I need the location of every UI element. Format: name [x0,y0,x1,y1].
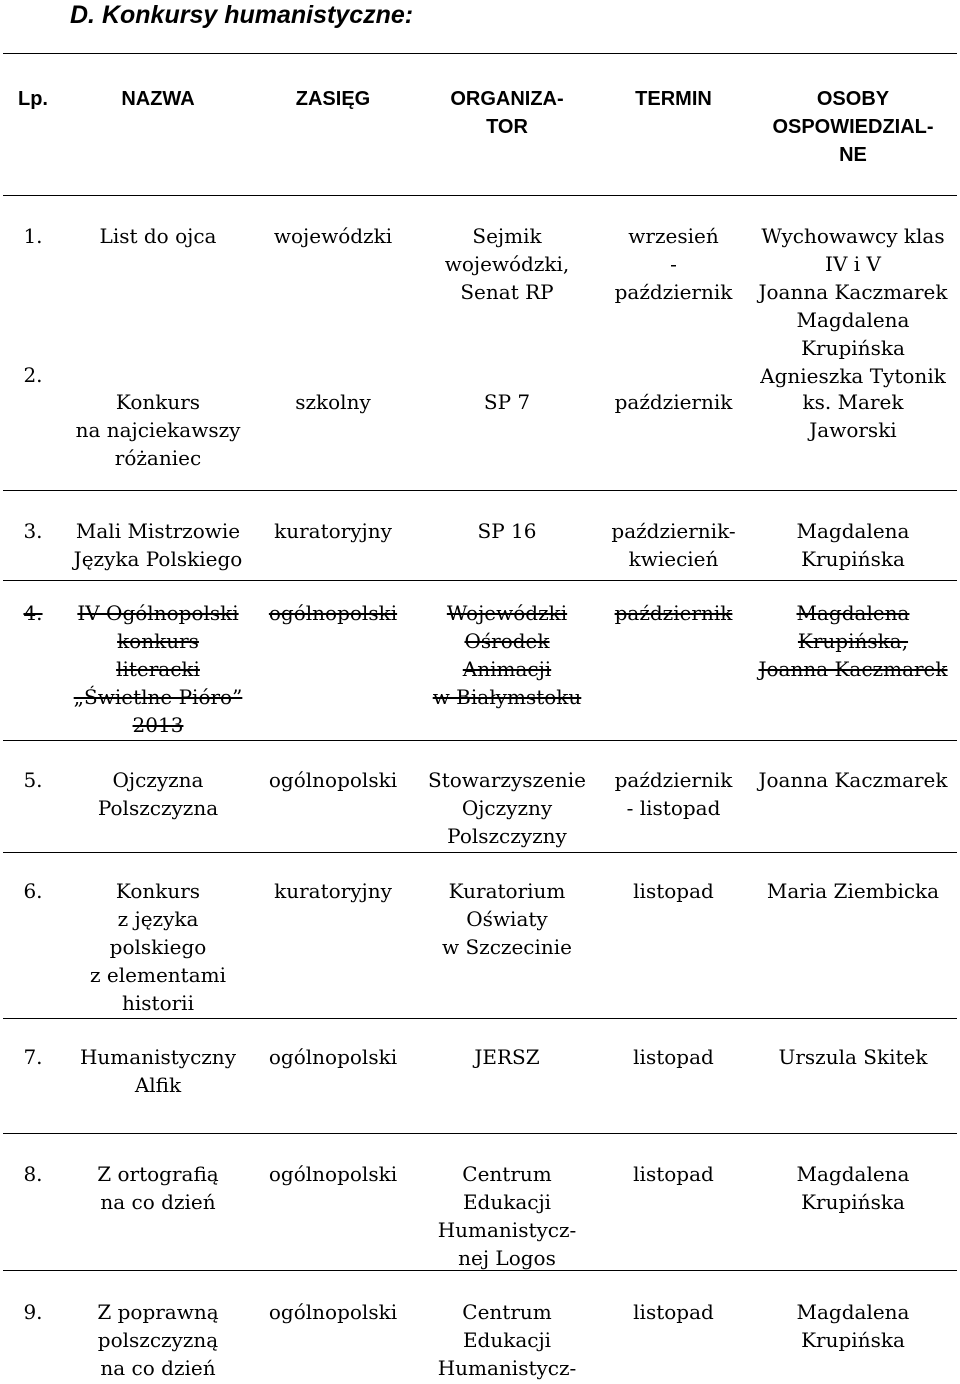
row-osoby [746,599,960,683]
row-lp [3,1160,63,1188]
row-nazwa-line: List do ojca [99,224,217,248]
row-osoby-line: Wychowawcy klas [761,224,945,248]
row-osoby [746,517,960,573]
row-termin-line: październik- [611,519,736,543]
row-nazwa-line: „Świetlne Pióro” [73,685,243,709]
header-organizator-line: TOR [486,116,528,138]
row-osoby-line: Krupińska [801,1190,905,1214]
row-organizator-line: Centrum [462,1162,552,1186]
row-nazwa [63,877,253,1017]
row-termin [601,517,746,573]
header-lp [3,85,63,113]
table-rule [3,852,957,853]
header-termin [601,85,746,113]
row-zasieg-line: ogólnopolski [268,601,398,625]
row-osoby-line: Magdalena [796,519,910,543]
row-termin-line: październik [614,390,733,414]
row-zasieg [253,1160,413,1188]
row-lp [3,517,63,545]
table-rule [3,580,957,581]
row-zasieg-line: ogólnopolski [268,1300,398,1324]
row-nazwa-line: na najciekawszy [75,418,241,442]
row-nazwa [63,222,253,250]
row-zasieg-line: kuratoryjny [274,519,392,543]
row-zasieg-line: kuratoryjny [274,879,392,903]
row-osoby-line: Krupińska [801,336,905,360]
row-lp-line: 2. [23,363,43,387]
row-lp-line: 1. [23,224,43,248]
row-lp-line: 9. [23,1300,43,1324]
row-termin-line: październik [614,768,733,792]
row-nazwa [63,599,253,739]
row-lp-line: 8. [23,1162,43,1186]
row-osoby-line: Jaworski [809,418,897,442]
row-termin [601,766,746,822]
row-lp-line: 6. [23,879,43,903]
row-organizator-line: w Szczecinie [442,935,572,959]
row-lp [3,766,63,794]
row-osoby-line: Joanna Kaczmarek [758,280,948,304]
header-zasieg-line: ZASIĘG [295,88,371,110]
row-lp [3,877,63,905]
row-nazwa [63,1043,253,1099]
row-organizator-line: Humanistycz- [437,1218,577,1242]
row-zasieg-line: ogólnopolski [268,1045,398,1069]
header-nazwa [63,85,253,113]
row-zasieg [253,388,413,416]
row-nazwa [63,388,253,472]
row-termin-line: listopad [633,1045,714,1069]
row-osoby [746,222,960,390]
table-rule [3,490,957,491]
row-lp [3,599,63,627]
row-termin-line: - [670,252,677,276]
row-termin [601,222,746,306]
row-nazwa [63,1298,253,1382]
row-organizator-line: JERSZ [474,1045,540,1069]
row-nazwa-line: Humanistyczny [79,1045,236,1069]
row-lp [3,361,63,389]
row-zasieg-line: szkolny [295,390,371,414]
row-zasieg [253,599,413,627]
row-osoby [746,877,960,905]
row-termin-line: listopad [633,1300,714,1324]
row-organizator [413,599,601,711]
row-zasieg [253,1043,413,1071]
row-lp-line: 7. [23,1045,43,1069]
table-rule [3,1018,957,1019]
section-title: D. Konkursy humanistyczne: [70,1,414,29]
row-osoby [746,766,960,794]
row-organizator [413,222,601,306]
row-nazwa-line: IV Ogólnopolski [77,601,239,625]
row-lp-line: 5. [23,768,43,792]
row-osoby-line: Krupińska, [797,629,909,653]
row-zasieg [253,222,413,250]
header-lp-line: Lp. [18,88,48,110]
row-osoby-line: IV i V [825,252,881,276]
row-lp [3,1043,63,1071]
header-osoby-line: OSOBY [816,88,890,110]
row-osoby [746,1298,960,1354]
row-lp-line: 4. [23,601,43,625]
row-organizator [413,877,601,961]
header-osoby-line: OSPOWIEDZIAL- [772,116,934,138]
row-organizator-line: Edukacji [462,1328,552,1352]
row-lp-line: 3. [23,519,43,543]
row-osoby [746,388,960,444]
row-osoby-line: Urszula Skitek [778,1045,928,1069]
row-nazwa-line: Polszczyzna [97,796,219,820]
row-termin [601,1160,746,1188]
row-nazwa-line: na co dzień [100,1190,216,1214]
row-organizator [413,1160,601,1272]
row-osoby-line: Agnieszka Tytonik [760,364,946,388]
row-osoby-line: ks. Marek [802,390,904,414]
row-termin-line: wrzesień [628,224,719,248]
row-organizator-line: Edukacji [462,1190,552,1214]
row-osoby [746,1043,960,1071]
row-termin [601,1043,746,1071]
row-organizator-line: Humanistycz- [437,1356,577,1380]
row-nazwa [63,517,253,573]
row-nazwa-line: na co dzień [100,1356,216,1380]
row-termin-line: październik [614,280,733,304]
row-termin-line: listopad [633,1162,714,1186]
row-organizator [413,388,601,416]
row-nazwa-line: Konkurs [115,390,201,414]
row-lp [3,222,63,250]
row-osoby [746,1160,960,1216]
row-zasieg-line: ogólnopolski [268,768,398,792]
row-organizator-line: Wojewódzki [446,601,568,625]
row-organizator-line: Centrum [462,1300,552,1324]
row-organizator [413,1298,601,1382]
table-rule [3,195,957,196]
row-organizator-line: Polszczyzny [447,824,567,848]
row-nazwa-line: Konkurs [115,879,201,903]
row-osoby-line: Joanna Kaczmarek [758,768,948,792]
row-osoby-line: Magdalena [796,1162,910,1186]
header-nazwa-line: NAZWA [121,88,195,110]
row-organizator-line: Oświaty [466,907,548,931]
table-rule [3,53,957,54]
row-nazwa-line: konkurs [117,629,199,653]
row-osoby-line: Joanna Kaczmarek [758,657,948,681]
row-zasieg-line: ogólnopolski [268,1162,398,1186]
row-termin [601,599,746,627]
row-termin-line: kwiecień [628,547,719,571]
row-zasieg-line: wojewódzki [273,224,393,248]
row-organizator-line: Ojczyzny [461,796,553,820]
row-nazwa-line: 2013 [132,713,184,737]
header-osoby [746,85,960,169]
row-osoby-line: Krupińska [801,547,905,571]
header-organizator-line: ORGANIZA- [450,88,564,110]
row-nazwa [63,766,253,822]
row-nazwa-line: Języka Polskiego [73,547,243,571]
row-nazwa-line: z języka [117,907,199,931]
row-nazwa-line: Mali Mistrzowie [75,519,241,543]
header-termin-line: TERMIN [635,88,712,110]
row-organizator-line: nej Logos [458,1246,556,1270]
row-organizator [413,1043,601,1071]
row-organizator-line: w Białymstoku [432,685,582,709]
row-organizator [413,766,601,850]
row-osoby-line: Maria Ziembicka [766,879,940,903]
row-organizator-line: Ośrodek [464,629,550,653]
row-organizator-line: Sejmik [472,224,542,248]
table-rule [3,740,957,741]
row-nazwa-line: polszczyzną [97,1328,219,1352]
row-organizator-line: SP 7 [483,390,531,414]
row-nazwa-line: literacki [116,657,200,681]
row-nazwa-line: Z poprawną [97,1300,219,1324]
row-lp [3,1298,63,1326]
row-termin [601,877,746,905]
row-organizator-line: Animacji [462,657,552,681]
row-osoby-line: Magdalena [796,601,910,625]
row-zasieg [253,517,413,545]
row-nazwa-line: różaniec [114,446,202,470]
table-rule [3,1133,957,1134]
row-zasieg [253,877,413,905]
row-organizator-line: Kuratorium [448,879,566,903]
header-osoby-line: NE [839,144,867,166]
row-organizator-line: SP 16 [477,519,537,543]
row-nazwa-line: Ojczyzna [112,768,204,792]
row-termin [601,388,746,416]
row-termin-line: - listopad [626,796,721,820]
row-zasieg [253,1298,413,1326]
row-nazwa [63,1160,253,1216]
row-termin-line: październik [614,601,733,625]
row-nazwa-line: polskiego [109,935,207,959]
row-nazwa-line: Alfik [134,1073,182,1097]
row-termin-line: listopad [633,879,714,903]
row-nazwa-line: Z ortografią [97,1162,219,1186]
header-organizator [413,85,601,141]
row-organizator-line: Senat RP [460,280,554,304]
row-nazwa-line: historii [122,991,194,1015]
row-nazwa-line: z elementami [90,963,226,987]
row-organizator-line: Stowarzyszenie [428,768,586,792]
row-zasieg [253,766,413,794]
row-organizator [413,517,601,545]
header-zasieg [253,85,413,113]
row-osoby-line: Magdalena [796,1300,910,1324]
row-termin [601,1298,746,1326]
row-osoby-line: Magdalena [796,308,910,332]
row-organizator-line: wojewódzki, [444,252,570,276]
row-osoby-line: Krupińska [801,1328,905,1352]
